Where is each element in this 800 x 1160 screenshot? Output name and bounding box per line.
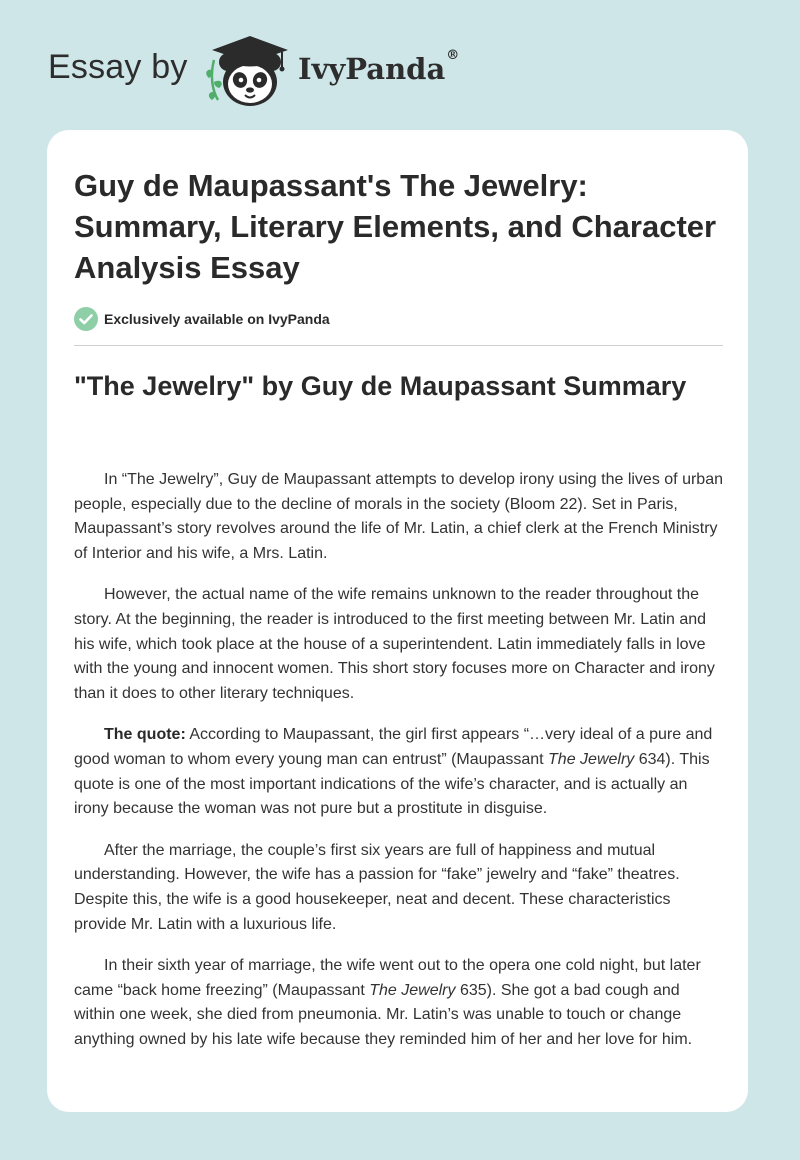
- paragraph: After the marriage, the couple’s first six years are full of happiness and mutual understanding. However, the wife has a passion for “fake” jewelry and “fake” theatres. Despite this, the wife is a good housekeeper, neat and decent. These characteristics provide Mr. Latin with a luxurious life.: [74, 841, 680, 933]
- book-title: The Jewelry: [548, 750, 635, 768]
- section-heading: "The Jewelry" by Guy de Maupassant Summary: [74, 371, 687, 401]
- paragraph: However, the actual name of the wife remains unknown to the reader throughout the story. At the beginning, the reader is introduced to the first meeting between Mr. Latin and his wife, which took place at the house of a superintendent. Latin immediately falls in love with the young and innocent women. This short story focuses more on Character and irony than it does to other literary techniques.: [74, 586, 715, 702]
- site-header: [0, 0, 800, 130]
- check-circle-icon: [74, 307, 98, 331]
- essay-card: [47, 130, 748, 1112]
- brand-logo-text[interactable]: IvyPanda®: [298, 48, 460, 86]
- paragraph: The quote: According to Maupassant, the girl first appears “…very ideal of a pure and good woman to whom every young man can entrust” (Maupassant The Jewelry 634). This quote is one of the most important indications of the wife’s character, and is actually an irony because the woman was not pure but a prostitute in disguise.: [74, 726, 713, 818]
- book-title: The Jewelry: [369, 981, 456, 999]
- paragraph: In their sixth year of marriage, the wife went out to the opera one cold night, but later came “back home freezing” (Maupassant The Jewelry 635). She got a bad cough and within one week, she died from pneumonia. Mr. Latin’s was unable to touch or change anything owned by his late wife because they reminded him of her and her love for him.: [74, 957, 701, 1048]
- exclusive-badge: [74, 306, 330, 332]
- quote-label: The quote:: [104, 726, 186, 744]
- page-title: Guy de Maupassant's The Jewelry: Summary, Literary Elements, and Character Analysis Essay: [74, 168, 717, 285]
- paragraph: In “The Jewelry”, Guy de Maupassant attempts to develop irony using the lives of urban people, especially due to the decline of morals in the society (Bloom 22). Set in Paris, Maupassant’s story revolves around the life of Mr. Latin, a chief clerk at the French Ministry of Interior and his wife, a Mrs. Latin.: [74, 471, 723, 562]
- exclusive-badge-label: Exclusively available on IvyPanda: [104, 311, 330, 327]
- article-body: [74, 468, 724, 1069]
- divider: [74, 345, 723, 346]
- panda-graduation-cap-icon[interactable]: [200, 30, 292, 110]
- essay-by-label: Essay by: [48, 48, 188, 86]
